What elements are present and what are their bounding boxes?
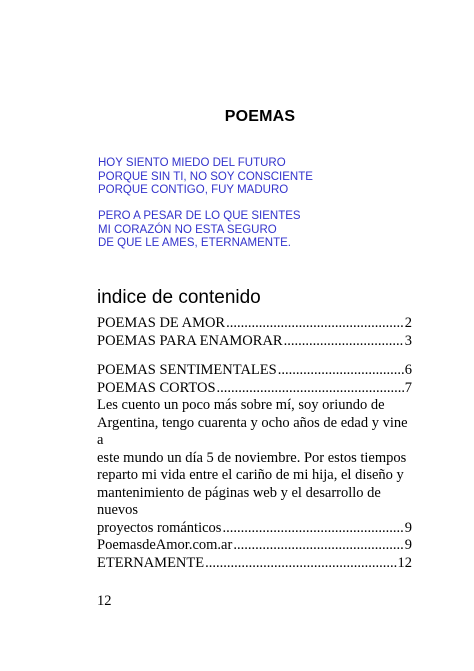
toc-entry-page: 6: [404, 362, 412, 378]
poem-stanza-2: [98, 210, 358, 251]
toc-entry[interactable]: [97, 333, 412, 351]
toc-entry-page: 7: [404, 379, 412, 396]
toc-entry[interactable]: [97, 362, 412, 380]
toc-entry-page: 9: [404, 519, 412, 536]
toc-entry-label: PoemasdeAmor.com.ar: [97, 537, 233, 553]
toc-entry-page: 3: [404, 332, 412, 349]
toc-leader: [205, 555, 396, 573]
poem-line: PORQUE SIN TI, NO SOY CONSCIENTE: [98, 170, 313, 183]
toc-paragraph: [97, 397, 412, 520]
toc-paragraph-line: Argentina, tengo cuarenta y ocho años de edad y vine a: [97, 414, 408, 448]
toc-entry-label: POEMAS DE AMOR: [97, 315, 226, 331]
page-number: 12: [97, 593, 112, 609]
toc-entry[interactable]: [97, 537, 412, 555]
page-title: POEMAS: [224, 108, 296, 125]
toc-paragraph-line: reparto mi vida entre el cariño de mi hija, el diseño y: [97, 467, 404, 483]
toc-leader: [233, 537, 403, 555]
toc-entry[interactable]: [97, 520, 412, 538]
poem-line: PERO A PESAR DE LO QUE SIENTES: [98, 210, 301, 222]
toc-entry-label: ETERNAMENTE: [97, 554, 205, 571]
poem-line: DE QUE LE AMES, ETERNAMENTE.: [98, 237, 291, 249]
toc-entry[interactable]: [97, 315, 412, 333]
toc-entry-label: POEMAS SENTIMENTALES: [97, 362, 277, 378]
poem-line: PORQUE CONTIGO, FUY MADURO: [98, 184, 289, 196]
toc-entry-page: 12: [397, 554, 412, 571]
toc-leader: [222, 520, 403, 538]
poem-line: MI CORAZÓN NO ESTA SEGURO: [98, 223, 277, 236]
poem-line: HOY SIENTO MIEDO DEL FUTURO: [98, 157, 286, 169]
toc-heading: indice de contenido: [97, 287, 261, 308]
toc-entry-label: proyectos románticos: [97, 519, 222, 536]
toc-entry[interactable]: [97, 555, 412, 573]
toc-entry-page: 9: [404, 537, 412, 553]
toc-entry-label: POEMAS CORTOS: [97, 379, 216, 396]
toc-leader: [284, 333, 404, 351]
toc-entry-label: POEMAS PARA ENAMORAR: [97, 332, 283, 349]
toc-leader: [217, 380, 404, 398]
toc-entry-page: 2: [404, 315, 412, 331]
toc-paragraph-line: este mundo un día 5 de noviembre. Por estos tiempos: [97, 449, 407, 466]
toc-entry[interactable]: [97, 380, 412, 398]
toc-paragraph-line: mantenimiento de páginas web y el desarrollo de nuevos: [97, 484, 381, 518]
poem-stanza-1: [98, 157, 358, 198]
toc-block: [97, 315, 412, 350]
toc-block: [97, 362, 412, 572]
toc-leader: [278, 362, 404, 380]
toc-leader: [226, 315, 404, 333]
toc-paragraph-line: Les cuento un poco más sobre mí, soy oriundo de: [97, 397, 385, 413]
